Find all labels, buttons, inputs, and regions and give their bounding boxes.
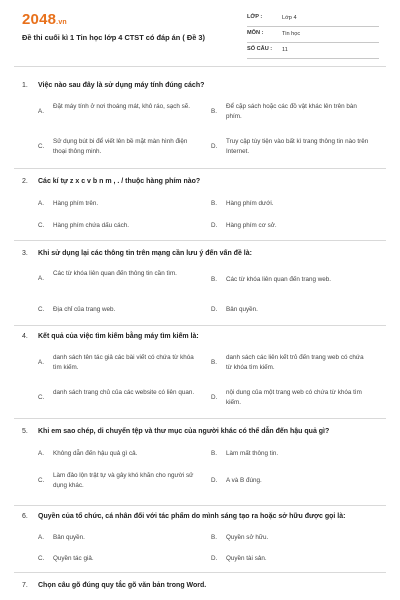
question-number: 6.: [22, 513, 28, 520]
option-letter: C.: [38, 222, 45, 229]
option-text: Sử dụng bút bi để viết lên bề mặt màn hình điện thoại thông minh.: [53, 138, 188, 155]
option-text: Bản quyền.: [226, 306, 258, 313]
info-value: 11: [282, 47, 288, 53]
question-number: 7.: [22, 582, 28, 589]
question-number: 4.: [22, 333, 28, 340]
option-text: Truy cập tùy tiện vào bất kì trang thông tin nào trên Internet.: [226, 138, 369, 155]
option-letter: D.: [211, 222, 218, 229]
option-text: Hàng phím dưới.: [226, 200, 274, 207]
info-row-class: [247, 13, 379, 27]
document-header: [0, 0, 400, 62]
option-letter: B.: [211, 200, 217, 207]
option-letter: B.: [211, 450, 217, 457]
option-text: Không dẫn đến hậu quả gì cả.: [53, 450, 138, 457]
question-text: Các kí tự z x c v b n m , . / thuộc hàng phím nào?: [38, 178, 201, 185]
divider: [14, 418, 386, 419]
divider: [14, 325, 386, 326]
question-text: Việc nào sau đây là sử dụng máy tính đúng cách?: [38, 82, 205, 89]
info-key: SỐ CÂU :: [247, 46, 273, 52]
option-letter: A.: [38, 200, 44, 207]
option-text: Hàng phím cơ sở.: [226, 222, 277, 229]
question-number: 5.: [22, 428, 28, 435]
option-text: Hàng phím trên.: [53, 200, 99, 207]
info-value: Lớp 4: [282, 15, 297, 21]
option-text: A và B đúng.: [226, 477, 262, 484]
option-text: Các từ khóa liên quan đến trang web.: [226, 276, 332, 283]
question-text: Quyền của tổ chức, cá nhân đối với tác phẩm do mình sáng tạo ra hoặc sở hữu được gọi là:: [38, 513, 346, 520]
option-letter: B.: [211, 108, 217, 115]
option-letter: A.: [38, 534, 44, 541]
option-text: nội dung của một trang web có chứa từ khóa tìm kiếm.: [226, 389, 362, 406]
option-letter: B.: [211, 276, 217, 283]
document-title: Đề thi cuối kì 1 Tin học lớp 4 CTST có đáp án ( Đề 3): [22, 33, 205, 42]
logo-tld: .vn: [56, 19, 67, 26]
option-letter: C.: [38, 477, 45, 484]
info-value: Tin học: [282, 31, 301, 37]
option-text: Đặt máy tính ở nơi thoáng mát, khô ráo, sạch sẽ.: [53, 103, 191, 110]
option-letter: C.: [38, 143, 45, 150]
option-letter: D.: [211, 477, 218, 484]
option-text: danh sách tên tác giả các bài viết có chứa từ khóa tìm kiếm.: [53, 354, 194, 371]
info-key: LỚP :: [247, 14, 263, 20]
option-letter: A.: [38, 275, 44, 282]
option-letter: B.: [211, 359, 217, 366]
divider: [14, 168, 386, 169]
option-letter: A.: [38, 359, 44, 366]
option-letter: D.: [211, 555, 218, 562]
option-letter: A.: [38, 108, 44, 115]
option-text: Quyền tác giả.: [53, 555, 94, 562]
divider: [14, 505, 386, 506]
divider: [14, 66, 386, 67]
option-letter: C.: [38, 394, 45, 401]
option-text: danh sách trang chủ của các website có liên quan.: [53, 389, 195, 396]
divider: [14, 240, 386, 241]
info-panel: [247, 13, 379, 61]
option-letter: D.: [211, 143, 218, 150]
option-letter: C.: [38, 555, 45, 562]
logo-main: 2048: [22, 11, 57, 28]
option-text: Làm mất thông tin.: [226, 450, 279, 457]
question-number: 3.: [22, 250, 28, 257]
option-text: Quyền sở hữu.: [226, 534, 269, 541]
question-text: Kết quả của việc tìm kiếm bằng máy tìm kiếm là:: [38, 333, 199, 340]
option-text: Bản quyền.: [53, 534, 85, 541]
option-text: Làm đảo lộn trật tự và gây khó khăn cho người sử dụng khác.: [53, 472, 194, 489]
option-letter: B.: [211, 534, 217, 541]
question-text: Khi em sao chép, di chuyển tệp và thư mục của người khác có thể dẫn đến hậu quả gì?: [38, 428, 330, 435]
info-row-subject: [247, 29, 379, 43]
question-text: Khi sử dụng lại các thông tin trên mạng cần lưu ý đến vấn đề là:: [38, 250, 252, 257]
option-text: Các từ khóa liên quan đến thông tin cần tìm.: [53, 270, 177, 277]
site-logo[interactable]: [22, 11, 67, 28]
question-number: 2.: [22, 178, 28, 185]
question-number: 1.: [22, 82, 28, 89]
option-text: Hàng phím chứa dấu cách.: [53, 222, 129, 229]
option-text: danh sách các liên kết trỏ đến trang web có chứa từ khóa tìm kiếm.: [226, 354, 364, 371]
option-text: Địa chỉ của trang web.: [53, 306, 116, 313]
option-text: Để cặp sách hoặc các đồ vật khác lên trên bàn phím.: [226, 103, 357, 120]
option-letter: D.: [211, 306, 218, 313]
option-letter: A.: [38, 450, 44, 457]
question-text: Chọn câu gõ đúng quy tắc gõ văn bản trong Word.: [38, 582, 207, 589]
info-row-count: [247, 45, 379, 59]
option-letter: C.: [38, 306, 45, 313]
option-letter: D.: [211, 394, 218, 401]
divider: [14, 572, 386, 573]
info-key: MÔN :: [247, 30, 264, 36]
option-text: Quyền tài sản.: [226, 555, 267, 562]
